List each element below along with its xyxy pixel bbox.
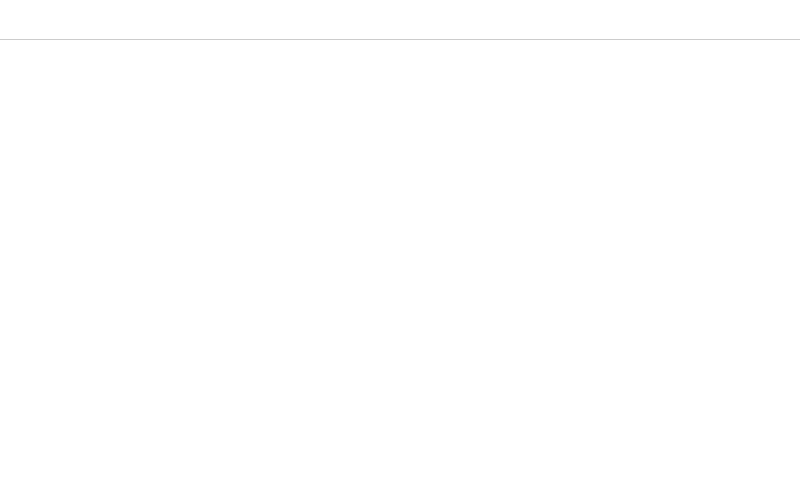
page-header <box>0 0 800 40</box>
page-content <box>20 52 780 464</box>
